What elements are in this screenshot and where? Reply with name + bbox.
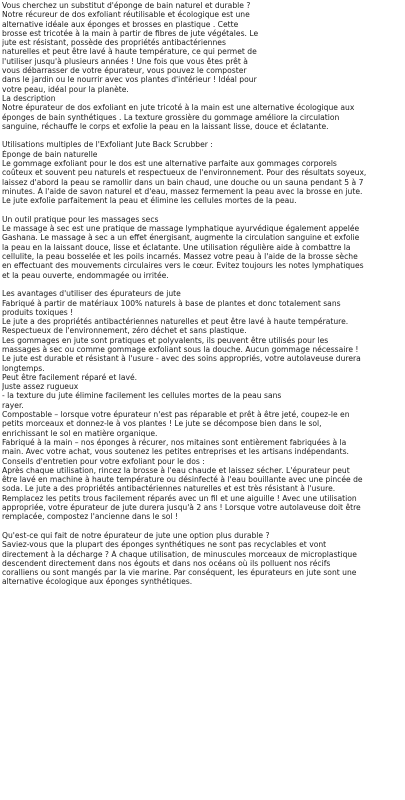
text-line: main. Avec votre achat, vous soutenez les petites entreprises et les artisans indépendants. <box>2 447 349 457</box>
text-line: Vous cherchez un substitut d'éponge de bain naturel et durable ? <box>2 1 251 10</box>
text-line: Fabriqué à la main – nos éponges à récurer, nos mitaines sont entièrement fabriquées à la <box>2 437 347 447</box>
text-line: sanguine, réchauffe le corps et exfolie la peau en la laissant lisse, douce et éclatante. <box>2 121 329 131</box>
text-line: dans le jardin ou le nourrir avec vos plantes d'intérieur ! Idéal pour <box>2 75 257 85</box>
text-line: minutes. À l'aide de savon naturel et d'eau, massez fermement la peau avec la brosse en jute. <box>2 186 363 196</box>
text-line: coûteux et souvent peu naturels et respectueux de l'environnement. Pour des résultats soyeux, <box>2 168 367 178</box>
text-line: descendent directement dans nos égouts et dans nos océans où ils polluent nos récifs <box>2 558 331 568</box>
text-line: Conseils d'entretien pour votre exfoliant pour le dos : <box>2 456 205 466</box>
text-line: Le gommage exfoliant pour le dos est une alternative parfaite aux gommages corporels <box>2 159 337 169</box>
text-line: La description <box>2 93 56 103</box>
text-line: Qu'est-ce qui fait de notre épurateur de jute une option plus durable ? <box>2 530 270 540</box>
blank-line <box>2 131 403 140</box>
text-line: éponges de bain synthétiques . La texture grossière du gommage améliore la circulation <box>2 112 340 122</box>
blank-line <box>2 206 403 215</box>
text-line: Notre épurateur de dos exfoliant en jute tricoté à la main est une alternative écologique aux <box>2 103 355 113</box>
blank-line <box>2 522 403 531</box>
text-line: et la peau ouverte, endommagée ou irritée. <box>2 270 169 280</box>
text-line: votre peau, idéal pour la planète. <box>2 84 129 94</box>
text-line: alternative idéale aux éponges et brosses en plastique . Cette <box>2 19 239 29</box>
text-line: alternative écologique aux éponges synthétiques. <box>2 577 193 587</box>
text-line: Respectueux de l'environnement, zéro déchet et sans plastique. <box>2 326 247 336</box>
text-line: Le massage à sec est une pratique de massage lymphatique ayurvédique également appelée <box>2 224 360 234</box>
text-line: massages à sec ou comme gommage exfoliant sous la douche. Aucun gommage nécessaire ! <box>2 344 359 354</box>
text-line: cellulite, la peau bosselée et les poils incarnés. Massez votre peau à l'aide de la brosse sèche <box>2 252 358 262</box>
text-line: laissez d'abord la peau se ramollir dans un bain chaud, une douche ou un sauna pendant 5 à 7 <box>2 177 364 187</box>
text-line: brosse est tricotée à la main à partir de fibres de jute végétales. Le <box>2 28 259 38</box>
text-line: appropriée, votre épurateur de jute durera jusqu'à 2 ans ! Lorsque votre autolaveuse doit être <box>2 503 361 513</box>
text-line: vous débarrasser de votre épurateur, vous pouvez le composter <box>2 66 247 76</box>
text-line: Juste assez rugueux <box>2 382 79 392</box>
text-line: Le jute exfolie parfaitement la peau et élimine les cellules mortes de la peau. <box>2 196 297 206</box>
text-line: Les gommages en jute sont pratiques et polyvalents, ils peuvent être utilisés pour les <box>2 335 329 345</box>
text-line: Après chaque utilisation, rincez la brosse à l'eau chaude et laissez sécher. L'épurateur peut <box>2 465 350 475</box>
text-line: jute est résistant, possède des propriétés antibactériennes <box>2 38 226 48</box>
text-line: Le jute est durable et résistant à l'usure - avec des soins appropriés, votre autolaveuse durera <box>2 354 361 364</box>
text-line: Remplacez les petits trous facilement réparés avec un fil et une aiguille ! Avec une utilisation <box>2 493 357 503</box>
text-line: coralliens ou sont mangés par la vie marine. Par conséquent, les épurateurs en jute sont une <box>2 568 357 578</box>
text-line: directement à la décharge ? À chaque utilisation, de minuscules morceaux de microplastique <box>2 549 357 559</box>
text-line: Le jute a des propriétés antibactériennes naturelles et peut être lavé à haute température. <box>2 317 349 327</box>
text-line: naturelles et peut être lavé à haute température, ce qui permet de <box>2 47 257 57</box>
text-line: Peut être facilement réparé et lavé. <box>2 372 138 382</box>
text-line: produits toxiques ! <box>2 307 74 317</box>
text-line: - la texture du jute élimine facilement les cellules mortes de la peau sans <box>2 391 282 401</box>
text-line: être lavé en machine à haute température ou désinfecté à l'eau bouillante avec une pincée de <box>2 475 363 485</box>
text-line: Notre récureur de dos exfoliant réutilisable et écologique est une <box>2 10 250 20</box>
text-line: Saviez-vous que la plupart des éponges synthétiques ne sont pas recyclables et vont <box>2 540 327 550</box>
text-line: Les avantages d'utiliser des épurateurs de jute <box>2 289 181 299</box>
text-line: rayer. <box>2 400 24 410</box>
text-line: Éponge de bain naturelle <box>2 149 98 159</box>
text-line: Un outil pratique pour les massages secs <box>2 214 159 224</box>
text-line: soda. Le jute a des propriétés antibactériennes naturelles et est très résistant à l'usure. <box>2 484 336 494</box>
text-line: l'utiliser jusqu'à plusieurs années ! Une fois que vous êtes prêt à <box>2 56 248 66</box>
text-line: remplacée, compostez l'ancienne dans le sol ! <box>2 512 178 522</box>
text-line: Fabriqué à partir de matériaux 100% naturels à base de plantes et donc totalement sans <box>2 298 341 308</box>
text-line: la peau en la laissant douce, lisse et éclatante. Une utilisation régulière aide à combattre la <box>2 242 351 252</box>
text-line: enrichissant le sol en matière organique. <box>2 428 158 438</box>
text-line: longtemps. <box>2 363 45 373</box>
text-line: Compostable – lorsque votre épurateur n'est pas réparable et prêt à être jeté, coupez-le en <box>2 410 350 420</box>
text-line: en effectuant des mouvements circulaires vers le cœur. Évitez toujours les notes lymphatiques <box>2 261 364 271</box>
text-line: Utilisations multiples de l'Exfoliant Jute Back Scrubber : <box>2 140 213 150</box>
blank-line <box>2 280 403 289</box>
text-line: Gashana. Le massage à sec a un effet énergisant, augmente la circulation sanguine et exfolie <box>2 233 360 243</box>
text-line: petits morceaux et donnez-le à vos plantes ! Le jute se décompose bien dans le sol, <box>2 419 322 429</box>
